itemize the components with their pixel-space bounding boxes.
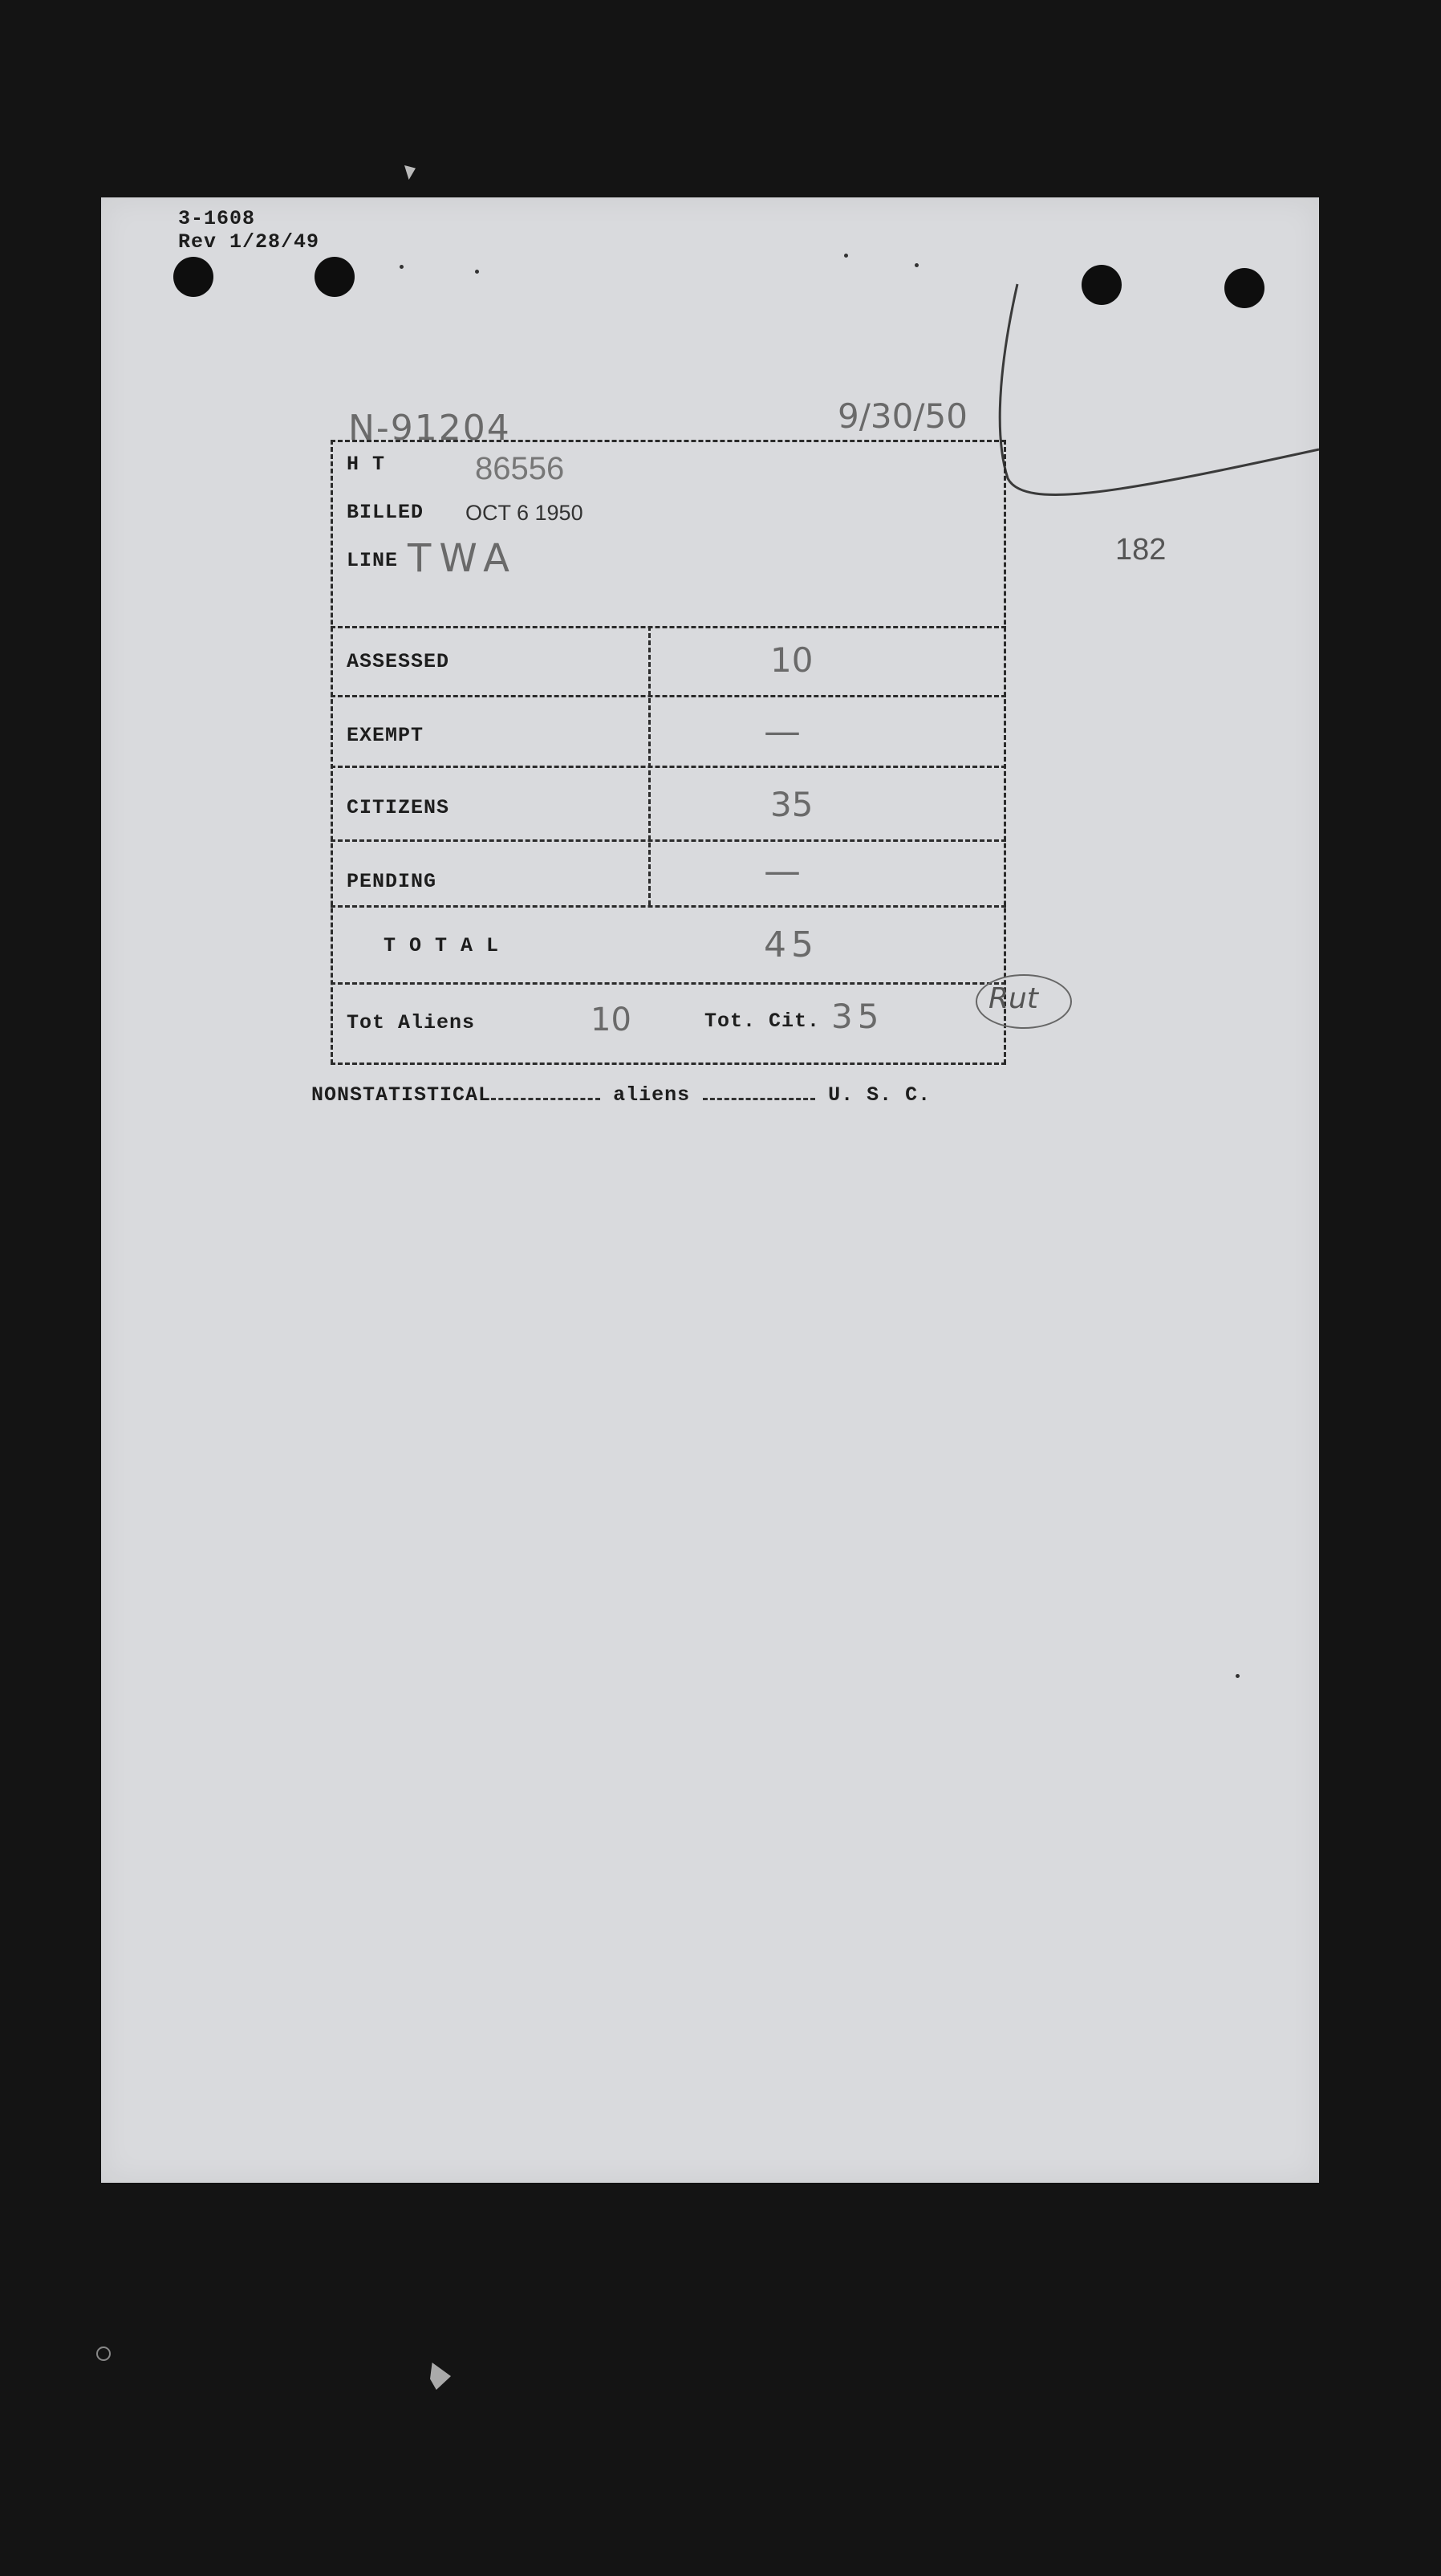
billed-date-stamp: OCT 6 1950 (465, 501, 583, 525)
exempt-label: EXEMPT (347, 724, 424, 747)
nonstatistical-blank (491, 1098, 600, 1100)
punch-hole-1 (173, 257, 213, 297)
pending-value: — (764, 849, 801, 892)
form-id (178, 207, 319, 254)
initials-text: Rut (988, 982, 1038, 1015)
speck (915, 263, 919, 267)
page-number: 182 (1115, 533, 1167, 567)
date-note: 9/30/50 (838, 396, 968, 436)
pen-stroke-mark (992, 276, 1321, 517)
record-card (101, 197, 1319, 2183)
speck (400, 265, 404, 269)
total-value: 45 (764, 924, 818, 965)
pending-label: PENDING (347, 870, 437, 893)
tot-aliens-value: 10 (591, 1002, 631, 1038)
exempt-value: — (764, 709, 801, 753)
assessed-label: ASSESSED (347, 650, 450, 673)
ht-label: H T (347, 453, 386, 476)
file-number: N-91204 (348, 408, 511, 449)
speck (475, 270, 479, 274)
nonstatistical-line (311, 1083, 931, 1107)
aliens-blank (703, 1098, 815, 1100)
tot-aliens-label: Tot Aliens (347, 1011, 476, 1034)
ht-number: 86556 (475, 451, 565, 486)
tot-cit-label: Tot. Cit. (704, 1010, 821, 1033)
debris-mark (96, 2346, 111, 2361)
citizens-label: CITIZENS (347, 796, 450, 819)
aliens-label: aliens (613, 1083, 691, 1107)
citizens-value: 35 (770, 785, 814, 824)
initials-stamp (976, 974, 1072, 1029)
line-label: LINE (347, 549, 399, 572)
form-number: 3-1608 (178, 207, 256, 230)
form-revision: Rev 1/28/49 (178, 230, 320, 254)
assessed-value: 10 (770, 640, 814, 680)
form-table (331, 440, 1006, 1064)
total-label: T O T A L (384, 934, 500, 957)
debris-mark (430, 2363, 451, 2390)
speck (844, 254, 848, 258)
debris-mark (404, 165, 416, 180)
speck (1236, 1674, 1240, 1678)
usc-label: U. S. C. (828, 1083, 932, 1107)
punch-hole-2 (315, 257, 355, 297)
billed-label: BILLED (347, 501, 424, 524)
nonstatistical-label: NONSTATISTICAL (311, 1083, 492, 1107)
tot-cit-value: 35 (831, 997, 884, 1036)
line-value: TWA (408, 536, 518, 581)
